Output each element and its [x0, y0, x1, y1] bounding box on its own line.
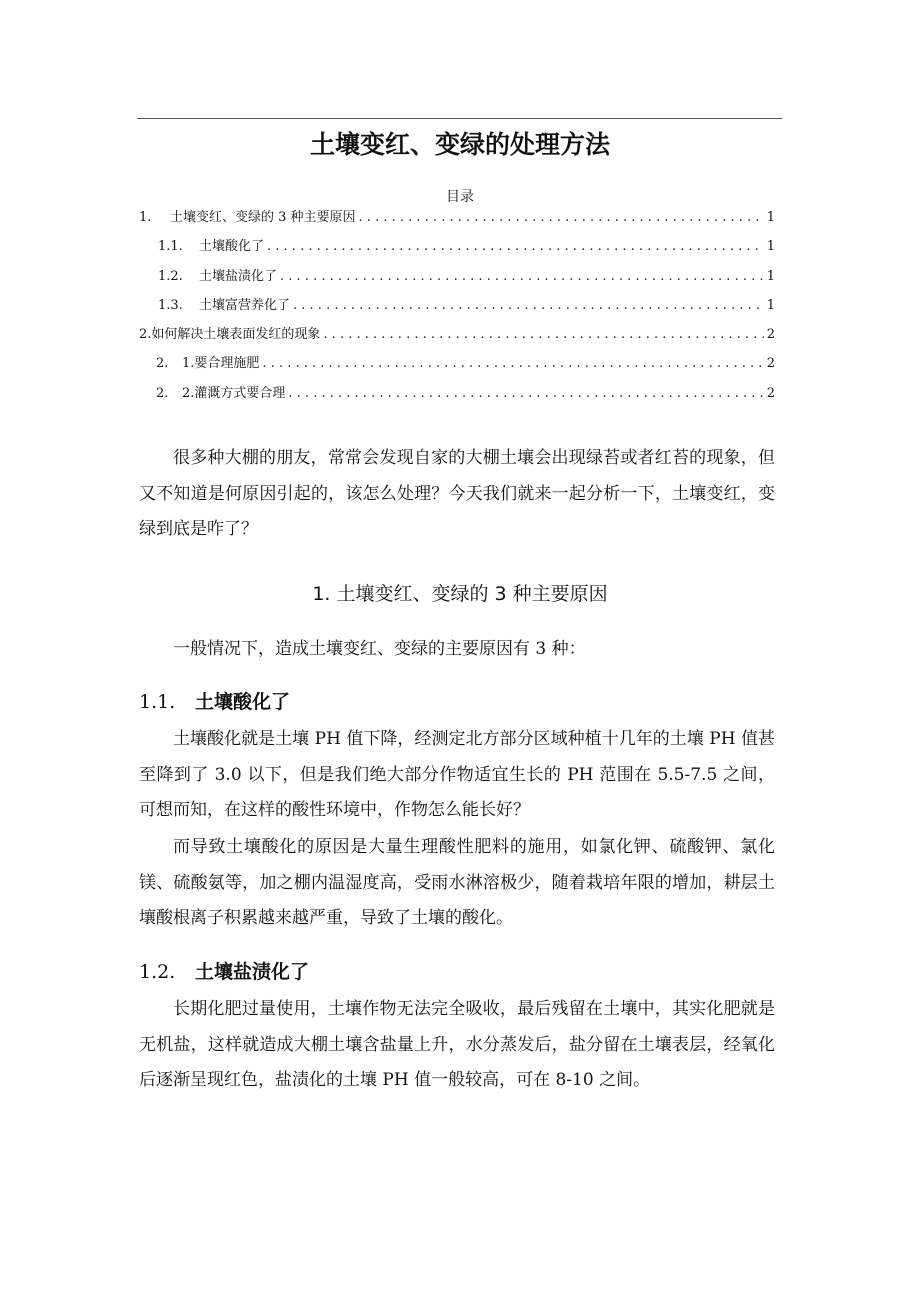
- toc-entry-page: 2: [766, 327, 775, 343]
- toc-entry-page: 1: [766, 268, 775, 284]
- toc-entry[interactable]: [139, 235, 775, 264]
- toc-leader-dots: [262, 352, 763, 376]
- toc-leader-dots: [280, 265, 764, 289]
- toc-entry-number: 2.: [139, 327, 152, 343]
- document-title: 土壤变红、变绿的处理方法: [309, 130, 610, 159]
- intro-paragraph: 很多种大棚的朋友，常常会发现自家的大棚土壤会出现绿苔或者红苔的现象，但又不知道是何原因引起的，该怎么处理？今天我们就来一起分析一下，土壤变红，变绿到底是咋了？: [139, 448, 775, 539]
- toc-entry-text: 土壤变红、变绿的 3 种主要原因: [170, 210, 356, 225]
- toc-entry[interactable]: [139, 352, 775, 381]
- toc-entry-page: 1: [766, 239, 775, 255]
- toc-leader-dots: [323, 323, 763, 347]
- toc-entry-text: 如何解决土壤表面发红的现象: [151, 327, 321, 343]
- toc-heading: 目录: [446, 189, 474, 205]
- toc-entry[interactable]: [139, 265, 775, 294]
- toc-entry-text: 1.要合理施肥: [182, 356, 260, 372]
- toc-entry[interactable]: [139, 294, 775, 323]
- table-of-contents: [139, 206, 775, 411]
- toc-entry[interactable]: [139, 206, 775, 235]
- section-1-heading: 1. 土壤变红、变绿的 3 种主要原因: [312, 583, 608, 605]
- header-rule: [137, 118, 782, 119]
- subsection-title: 土壤酸化了: [195, 691, 291, 713]
- toc-entry-page: 1: [766, 210, 775, 225]
- subsection-1-1-paragraph-2: 而导致土壤酸化的原因是大量生理酸性肥料的施用，如氯化钾、硫酸钾、氯化镁、硫酸氨等，加之棚内温湿度高，受雨水淋溶极少，随着栽培年限的增加，耕层土壤酸根离子积累越来越严重，导致了土壤的酸化。: [139, 837, 775, 928]
- toc-entry-text: 土壤盐渍化了: [199, 268, 278, 284]
- toc-leader-dots: [267, 235, 764, 259]
- subsection-number: 1.1.: [139, 691, 176, 713]
- toc-entry[interactable]: [139, 323, 775, 352]
- section-1-intro: 一般情况下，造成土壤变红、变绿的主要原因有 3 种：: [173, 639, 586, 659]
- toc-entry-text: 土壤酸化了: [199, 239, 265, 255]
- toc-entry-page: 2: [766, 356, 775, 372]
- toc-entry[interactable]: [139, 382, 775, 411]
- toc-entry-page: 1: [766, 297, 775, 313]
- toc-entry-number: 2.: [156, 385, 169, 401]
- toc-leader-dots: [359, 206, 764, 230]
- toc-entry-number: 1.: [139, 210, 152, 225]
- toc-entry-number: 2.: [156, 356, 169, 372]
- subsection-1-2-paragraph-1: 长期化肥过量使用，土壤作物无法完全吸收，最后残留在土壤中，其实化肥就是无机盐，这样就造成大棚土壤含盐量上升，水分蒸发后，盐分留在土壤表层，经氧化后逐渐呈现红色，盐渍化的土壤 PH 值一般较高，可在 8-10 之间。: [139, 999, 775, 1090]
- toc-entry-number: 1.3.: [158, 297, 183, 313]
- subsection-1-2-heading: [139, 958, 309, 986]
- toc-entry-number: 1.2.: [158, 268, 183, 284]
- toc-entry-page: 2: [766, 385, 775, 401]
- subsection-1-1-paragraph-1: 土壤酸化就是土壤 PH 值下降，经测定北方部分区域种植十几年的土壤 PH 值甚至降到了 3.0 以下，但是我们绝大部分作物适宜生长的 PH 范围在 5.5-7.5 之间，可想而知，在这样的酸性环境中，作物怎么能长好？: [139, 729, 775, 820]
- toc-entry-text: 2.灌溉方式要合理: [182, 385, 286, 401]
- subsection-number: 1.2.: [139, 961, 176, 983]
- toc-entry-number: 1.1.: [158, 239, 183, 255]
- toc-leader-dots: [288, 382, 763, 406]
- toc-entry-text: 土壤富营养化了: [199, 297, 291, 313]
- subsection-1-1-heading: [139, 688, 290, 716]
- subsection-title: 土壤盐渍化了: [195, 961, 310, 983]
- toc-leader-dots: [293, 294, 764, 318]
